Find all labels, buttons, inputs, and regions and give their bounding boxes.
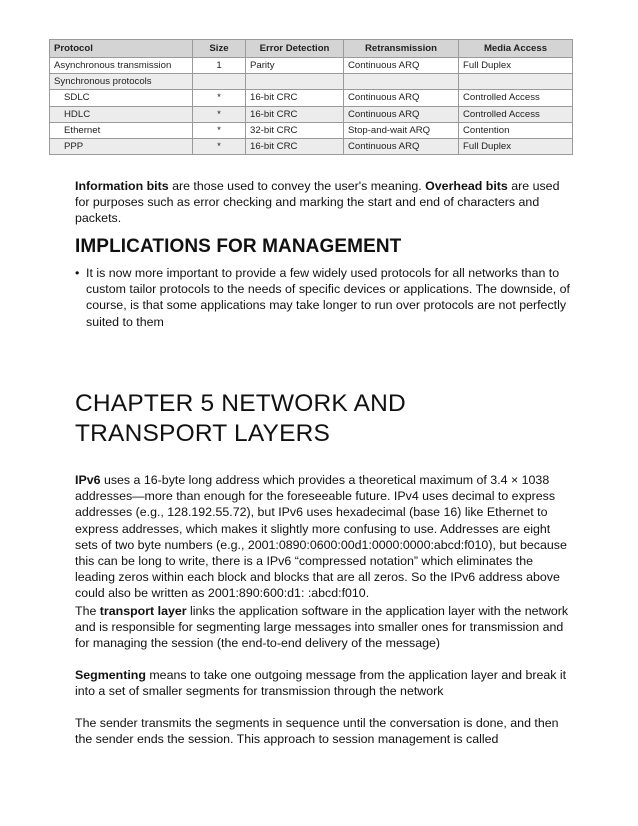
transport-layer-paragraph (75, 603, 575, 652)
cell-media-access: Controlled Access (459, 106, 573, 122)
cell-retransmission: Continuous ARQ (344, 90, 459, 106)
cell-retransmission: Stop-and-wait ARQ (344, 122, 459, 138)
cell-retransmission: Continuous ARQ (344, 106, 459, 122)
table-row (50, 74, 573, 90)
cell-media-access: Full Duplex (459, 58, 573, 74)
segmenting-text: means to take one outgoing message from the application layer and break it into a set of smaller segments for transmission through the network (75, 668, 567, 699)
overhead-bits-term: Overhead bits (425, 179, 508, 193)
cell-error-detection: 32-bit CRC (246, 122, 344, 138)
cell-protocol: Asynchronous transmission (50, 58, 193, 74)
cell-protocol: SDLC (50, 90, 193, 106)
column-header-error-detection: Error Detection (246, 40, 344, 58)
information-bits-term: Information bits (75, 179, 169, 193)
cell-media-access: Controlled Access (459, 90, 573, 106)
ipv6-text: uses a 16-byte long address which provides a theoretical maximum of 3.4 × 1038 addresses—more than enough for the foreseeable future. IPv4 uses decimal to express addresses (e.g., 128.192.55.72), but IPv6 uses hexadecimal (base 16) like Ethernet to express addresses, which makes it slightly more confusing to use. Addresses are eight sets of two byte numbers (e.g., 2001:0890:0600:00d1:0000:0000:abcd:f010), but because this can be long to write, there is a IPv6 “compressed notation” which eliminates the leading zeros within each block and blocks that are all zeros. So the IPv6 address above could also be written as 2001:890:600:d1: :abcd:f010. (75, 473, 567, 601)
table-row (50, 58, 573, 74)
segmenting-term: Segmenting (75, 668, 146, 682)
cell-size: * (193, 90, 246, 106)
ipv6-term: IPv6 (75, 473, 101, 487)
cell-size: * (193, 122, 246, 138)
transport-layer-text: links the application software in the application layer with the network and is responsible for segmenting large messages into smaller ones for transmission and for managing the session (the end-to-end delivery of the message) (75, 604, 569, 651)
management-bullet-text: It is now more important to provide a few widely used protocols for all networks than to custom tailor protocols to the needs of specific devices or applications. The downside, of course, is that some applications may take longer to run over protocols are not perfectly suited to them (86, 266, 570, 329)
cell-error-detection (246, 74, 344, 90)
cell-protocol: HDLC (50, 106, 193, 122)
cell-retransmission: Continuous ARQ (344, 58, 459, 74)
table-row (50, 138, 573, 154)
section-heading-management: IMPLICATIONS FOR MANAGEMENT (75, 236, 402, 257)
bullet-icon: • (75, 266, 80, 280)
cell-size: * (193, 106, 246, 122)
table-row (50, 122, 573, 138)
cell-protocol: PPP (50, 138, 193, 154)
cell-error-detection: 16-bit CRC (246, 90, 344, 106)
cell-retransmission: Continuous ARQ (344, 138, 459, 154)
transport-layer-prefix: The (75, 604, 100, 618)
cell-error-detection: 16-bit CRC (246, 106, 344, 122)
chapter-title: CHAPTER 5 NETWORK AND TRANSPORT LAYERS (75, 390, 406, 447)
cell-protocol: Ethernet (50, 122, 193, 138)
sender-paragraph: The sender transmits the segments in sequence until the conversation is done, and then the sender ends the session. This approach to session management is called (75, 716, 559, 747)
cell-retransmission (344, 74, 459, 90)
column-header-media-access: Media Access (459, 40, 573, 58)
transport-layer-term: transport layer (99, 604, 187, 618)
information-bits-text: are those used to convey the user's meaning. (168, 179, 426, 193)
cell-error-detection: 16-bit CRC (246, 138, 344, 154)
cell-media-access (459, 74, 573, 90)
cell-error-detection: Parity (246, 58, 344, 74)
column-header-size: Size (193, 40, 246, 58)
table-row (50, 90, 573, 106)
column-header-retransmission: Retransmission (344, 40, 459, 58)
cell-protocol: Synchronous protocols (50, 74, 193, 90)
cell-media-access: Full Duplex (459, 138, 573, 154)
protocol-comparison-table (49, 39, 573, 155)
segmenting-paragraph (75, 667, 575, 699)
table-row (50, 106, 573, 122)
cell-size: 1 (193, 58, 246, 74)
cell-size: * (193, 138, 246, 154)
overhead-bits-text: are used for purposes such as error checking and marking the start and end of characters and packets. (75, 179, 560, 226)
cell-size (193, 74, 246, 90)
cell-media-access: Contention (459, 122, 573, 138)
table-header-row (50, 40, 573, 58)
information-bits-paragraph (75, 178, 575, 227)
management-bullet (75, 265, 586, 330)
ipv6-paragraph (75, 472, 575, 602)
column-header-protocol: Protocol (50, 40, 193, 58)
